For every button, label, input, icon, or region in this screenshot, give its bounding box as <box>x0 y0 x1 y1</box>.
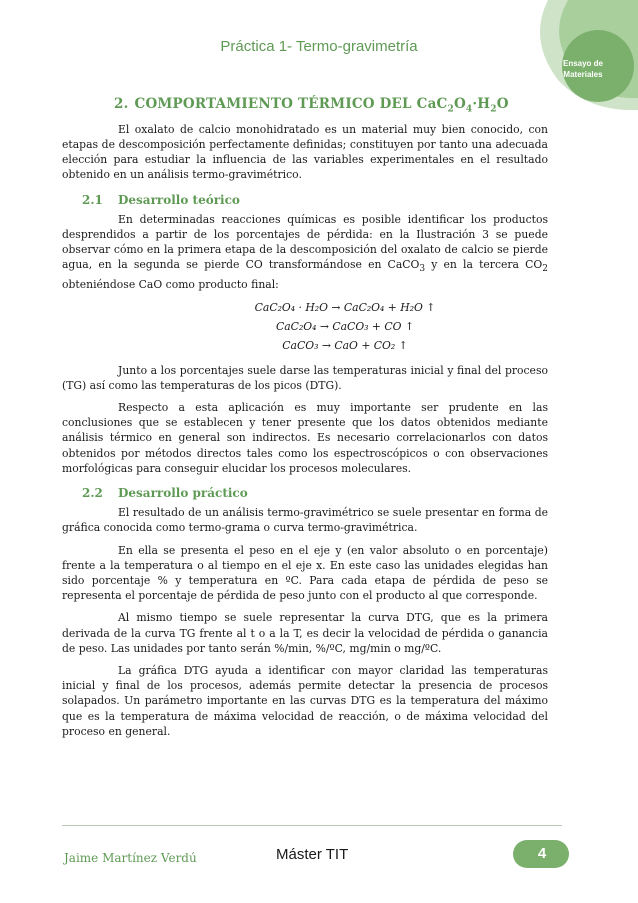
footer-master: Máster TIT <box>276 846 349 863</box>
corner-label <box>548 58 618 80</box>
practice-paragraph-3: Al mismo tiempo se suele representar la curva DTG, que es la primera derivada de la curva TG frente al t o a la T, es decir la velocidad de pérdida o ganancia de peso. Las unidades por tanto serán %/min, %/ºC, mg/min o mg/ºC. <box>62 611 548 655</box>
page-number: 4 <box>537 845 547 862</box>
corner-label-line1: Ensayo de <box>562 59 603 68</box>
section-intro: El oxalato de calcio monohidratado es un material muy bien conocido, con etapas de descomposición perfectamente definidas; constituyen por tanto una adecuada elección para estudiar la influencia de las variables experimentales en el resultado obtenido en un análisis termo-gravimétrico. <box>62 122 548 182</box>
subsection-heading-theory: 2.1 Desarrollo teórico <box>82 192 240 207</box>
equation: CaCO₃ → CaO + CO₂ ↑ <box>282 338 408 352</box>
practice-paragraph-1: El resultado de un análisis termo-gravimétrico se suele presentar en forma de gráfica conocida como termo-grama o curva termo-gravimétrica. <box>62 506 548 535</box>
footer-divider <box>62 825 562 826</box>
equation: CaC₂O₄ → CaCO₃ + CO ↑ <box>275 319 415 333</box>
corner-label-line2: Materiales <box>563 70 603 79</box>
equation: CaC₂O₄ · H₂O → CaC₂O₄ + H₂O ↑ <box>254 300 436 314</box>
section-number: 2. <box>114 96 129 112</box>
footer-author: Jaime Martínez Verdú <box>64 851 197 865</box>
theory-paragraph-1: En determinadas reacciones químicas es posible identificar los productos desprendidos a partir de los porcentajes de pérdida: en la Ilustración 3 se puede observar cómo en la primera etapa de la descomposición del oxalato de calcio se pierde agua, en la segunda se pierde CO transformándose en CaCO$_3$ y en la tercera $CO_2$ obteniéndose CaO como producto final: <box>62 212 548 292</box>
reaction-equations <box>62 300 548 353</box>
practice-paragraph-4: La gráfica DTG ayuda a identificar con mayor claridad las temperaturas inicial y final de los procesos, además permite detectar la presencia de procesos solapados. Un parámetro importante en las curvas DTG es la temperatura del máximo que es la temperatura de máxima velocidad de reacción, o de máxima velocidad del proceso en general. <box>62 663 548 738</box>
practice-paragraph-2: En ella se presenta el peso en el eje y (en valor absoluto o en porcentaje) frente a la temperatura o al tiempo en el eje x. En este caso las unidades elegidas han sido porcentaje % y temperatura en ºC. Para cada etapa de pérdida de peso se representa el porcentaje de pérdida de peso junto con el producto al que corresponde. <box>62 543 548 603</box>
theory-paragraph-2: Junto a los porcentajes suele darse las temperaturas inicial y final del proceso (TG) así como las temperaturas de los picos (DTG). <box>62 363 548 392</box>
section-heading: 2. COMPORTAMIENTO TÉRMICO DEL $CaC_2O_4\cdot H_2O$ <box>114 96 509 115</box>
theory-paragraph-3: Respecto a esta aplicación es muy importante ser prudente en las conclusiones que se establecen y tener presente que los datos obtenidos mediante análisis térmico en general son indirectos. Es necesario correlacionarlos con datos obtenidos por métodos directos tales como los espectroscópicos o con observaciones morfológicas para conseguir elucidar los procesos moleculares. <box>62 401 548 475</box>
page-content <box>62 96 548 746</box>
subsection-heading-practice: 2.2 Desarrollo práctico <box>82 486 248 501</box>
header-title: Práctica 1- Termo-gravimetría <box>220 38 418 55</box>
